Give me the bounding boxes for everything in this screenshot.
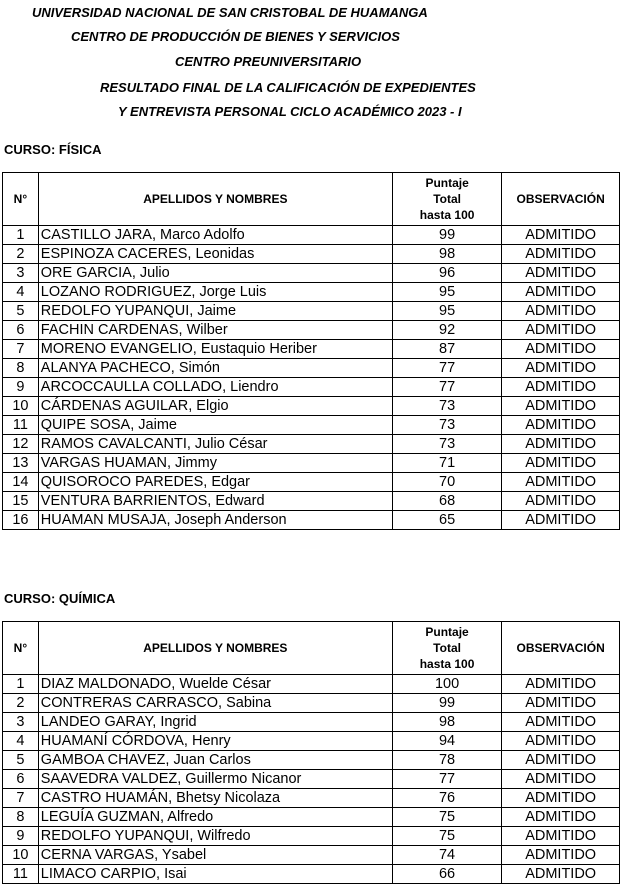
results-table-quimica — [2, 621, 620, 884]
results-body-quimica — [3, 675, 620, 884]
column-header-score-line2: Total — [433, 641, 461, 655]
observation-status: ADMITIDO — [502, 492, 620, 511]
score-value: 78 — [392, 751, 501, 770]
row-number: 5 — [3, 302, 39, 321]
row-number: 3 — [3, 264, 39, 283]
table-header-row — [3, 173, 620, 226]
score-value: 66 — [392, 865, 501, 884]
student-name: HUAMANÍ CÓRDOVA, Henry — [38, 732, 392, 751]
score-value: 94 — [392, 732, 501, 751]
row-number: 11 — [3, 416, 39, 435]
observation-status: ADMITIDO — [502, 283, 620, 302]
score-value: 77 — [392, 359, 501, 378]
observation-status: ADMITIDO — [502, 511, 620, 530]
student-name: MORENO EVANGELIO, Eustaquio Heriber — [38, 340, 392, 359]
row-number: 1 — [3, 226, 39, 245]
row-number: 7 — [3, 789, 39, 808]
score-value: 98 — [392, 245, 501, 264]
table-row — [3, 846, 620, 865]
score-value: 65 — [392, 511, 501, 530]
table-row — [3, 302, 620, 321]
header-result-title: RESULTADO FINAL DE LA CALIFICACIÓN DE EXPEDIENTES — [100, 80, 476, 95]
observation-status: ADMITIDO — [502, 694, 620, 713]
row-number: 4 — [3, 732, 39, 751]
table-row — [3, 340, 620, 359]
student-name: FACHIN CARDENAS, Wilber — [38, 321, 392, 340]
section-title-quimica: CURSO: QUÍMICA — [4, 591, 116, 606]
score-value: 99 — [392, 226, 501, 245]
student-name: DIAZ MALDONADO, Wuelde César — [38, 675, 392, 694]
score-value: 96 — [392, 264, 501, 283]
student-name: SAAVEDRA VALDEZ, Guillermo Nicanor — [38, 770, 392, 789]
student-name: ORE GARCIA, Julio — [38, 264, 392, 283]
row-number: 7 — [3, 340, 39, 359]
score-value: 95 — [392, 283, 501, 302]
observation-status: ADMITIDO — [502, 770, 620, 789]
observation-status: ADMITIDO — [502, 435, 620, 454]
table-row — [3, 245, 620, 264]
table-row — [3, 751, 620, 770]
score-value: 92 — [392, 321, 501, 340]
student-name: LOZANO RODRIGUEZ, Jorge Luis — [38, 283, 392, 302]
observation-status: ADMITIDO — [502, 789, 620, 808]
table-row — [3, 473, 620, 492]
column-header-observation: OBSERVACIÓN — [502, 622, 620, 675]
row-number: 2 — [3, 694, 39, 713]
row-number: 8 — [3, 359, 39, 378]
table-row — [3, 713, 620, 732]
observation-status: ADMITIDO — [502, 846, 620, 865]
column-header-name: APELLIDOS Y NOMBRES — [38, 173, 392, 226]
student-name: CÁRDENAS AGUILAR, Elgio — [38, 397, 392, 416]
student-name: CERNA VARGAS, Ysabel — [38, 846, 392, 865]
student-name: ALANYA PACHECO, Simón — [38, 359, 392, 378]
column-header-score-line3: hasta 100 — [419, 208, 475, 222]
score-value: 74 — [392, 846, 501, 865]
row-number: 12 — [3, 435, 39, 454]
observation-status: ADMITIDO — [502, 675, 620, 694]
student-name: LANDEO GARAY, Ingrid — [38, 713, 392, 732]
header-center: CENTRO DE PRODUCCIÓN DE BIENES Y SERVICIOS — [71, 29, 400, 44]
observation-status: ADMITIDO — [502, 454, 620, 473]
table-row — [3, 226, 620, 245]
student-name: HUAMAN MUSAJA, Joseph Anderson — [38, 511, 392, 530]
score-value: 71 — [392, 454, 501, 473]
section-title-fisica: CURSO: FÍSICA — [4, 142, 102, 157]
table-row — [3, 264, 620, 283]
table-row — [3, 435, 620, 454]
row-number: 3 — [3, 713, 39, 732]
row-number: 2 — [3, 245, 39, 264]
row-number: 10 — [3, 846, 39, 865]
observation-status: ADMITIDO — [502, 827, 620, 846]
row-number: 11 — [3, 865, 39, 884]
table-row — [3, 789, 620, 808]
student-name: VENTURA BARRIENTOS, Edward — [38, 492, 392, 511]
table-row — [3, 283, 620, 302]
score-value: 99 — [392, 694, 501, 713]
score-value: 73 — [392, 397, 501, 416]
score-value: 77 — [392, 770, 501, 789]
results-body-fisica — [3, 226, 620, 530]
column-header-score-line1: Puntaje — [425, 176, 469, 190]
table-row — [3, 865, 620, 884]
student-name: QUIPE SOSA, Jaime — [38, 416, 392, 435]
observation-status: ADMITIDO — [502, 713, 620, 732]
row-number: 1 — [3, 675, 39, 694]
student-name: GAMBOA CHAVEZ, Juan Carlos — [38, 751, 392, 770]
observation-status: ADMITIDO — [502, 226, 620, 245]
table-row — [3, 454, 620, 473]
row-number: 4 — [3, 283, 39, 302]
score-value: 87 — [392, 340, 501, 359]
table-row — [3, 732, 620, 751]
student-name: LIMACO CARPIO, Isai — [38, 865, 392, 884]
score-value: 70 — [392, 473, 501, 492]
column-header-score-line2: Total — [433, 192, 461, 206]
table-row — [3, 397, 620, 416]
table-row — [3, 827, 620, 846]
header-result-subtitle: Y ENTREVISTA PERSONAL CICLO ACADÉMICO 2023 - I — [118, 104, 462, 119]
row-number: 14 — [3, 473, 39, 492]
observation-status: ADMITIDO — [502, 340, 620, 359]
observation-status: ADMITIDO — [502, 245, 620, 264]
student-name: CASTILLO JARA, Marco Adolfo — [38, 226, 392, 245]
header-preuniversity: CENTRO PREUNIVERSITARIO — [175, 54, 362, 69]
column-header-score — [392, 622, 501, 675]
observation-status: ADMITIDO — [502, 865, 620, 884]
student-name: QUISOROCO PAREDES, Edgar — [38, 473, 392, 492]
column-header-observation: OBSERVACIÓN — [502, 173, 620, 226]
observation-status: ADMITIDO — [502, 397, 620, 416]
score-value: 100 — [392, 675, 501, 694]
observation-status: ADMITIDO — [502, 378, 620, 397]
observation-status: ADMITIDO — [502, 321, 620, 340]
row-number: 10 — [3, 397, 39, 416]
column-header-score-line1: Puntaje — [425, 625, 469, 639]
score-value: 75 — [392, 827, 501, 846]
row-number: 9 — [3, 827, 39, 846]
table-row — [3, 359, 620, 378]
student-name: CASTRO HUAMÁN, Bhetsy Nicolaza — [38, 789, 392, 808]
observation-status: ADMITIDO — [502, 264, 620, 283]
observation-status: ADMITIDO — [502, 416, 620, 435]
student-name: VARGAS HUAMAN, Jimmy — [38, 454, 392, 473]
observation-status: ADMITIDO — [502, 808, 620, 827]
row-number: 16 — [3, 511, 39, 530]
row-number: 6 — [3, 321, 39, 340]
student-name: LEGUÍA GUZMAN, Alfredo — [38, 808, 392, 827]
observation-status: ADMITIDO — [502, 359, 620, 378]
score-value: 73 — [392, 416, 501, 435]
score-value: 95 — [392, 302, 501, 321]
row-number: 6 — [3, 770, 39, 789]
row-number: 8 — [3, 808, 39, 827]
observation-status: ADMITIDO — [502, 302, 620, 321]
student-name: REDOLFO YUPANQUI, Wilfredo — [38, 827, 392, 846]
score-value: 77 — [392, 378, 501, 397]
row-number: 13 — [3, 454, 39, 473]
results-table-fisica — [2, 172, 620, 530]
column-header-num: N° — [3, 173, 39, 226]
table-row — [3, 321, 620, 340]
header-university: UNIVERSIDAD NACIONAL DE SAN CRISTOBAL DE HUAMANGA — [32, 5, 428, 20]
observation-status: ADMITIDO — [502, 751, 620, 770]
table-row — [3, 378, 620, 397]
observation-status: ADMITIDO — [502, 473, 620, 492]
table-header-row — [3, 622, 620, 675]
column-header-num: N° — [3, 622, 39, 675]
table-row — [3, 675, 620, 694]
table-row — [3, 770, 620, 789]
column-header-score — [392, 173, 501, 226]
student-name: ARCOCCAULLA COLLADO, Liendro — [38, 378, 392, 397]
student-name: REDOLFO YUPANQUI, Jaime — [38, 302, 392, 321]
row-number: 15 — [3, 492, 39, 511]
score-value: 68 — [392, 492, 501, 511]
score-value: 76 — [392, 789, 501, 808]
table-row — [3, 492, 620, 511]
student-name: CONTRERAS CARRASCO, Sabina — [38, 694, 392, 713]
table-row — [3, 511, 620, 530]
table-row — [3, 416, 620, 435]
student-name: ESPINOZA CACERES, Leonidas — [38, 245, 392, 264]
score-value: 98 — [392, 713, 501, 732]
score-value: 75 — [392, 808, 501, 827]
table-row — [3, 808, 620, 827]
column-header-name: APELLIDOS Y NOMBRES — [38, 622, 392, 675]
column-header-score-line3: hasta 100 — [419, 657, 475, 671]
observation-status: ADMITIDO — [502, 732, 620, 751]
score-value: 73 — [392, 435, 501, 454]
row-number: 9 — [3, 378, 39, 397]
table-row — [3, 694, 620, 713]
row-number: 5 — [3, 751, 39, 770]
student-name: RAMOS CAVALCANTI, Julio César — [38, 435, 392, 454]
